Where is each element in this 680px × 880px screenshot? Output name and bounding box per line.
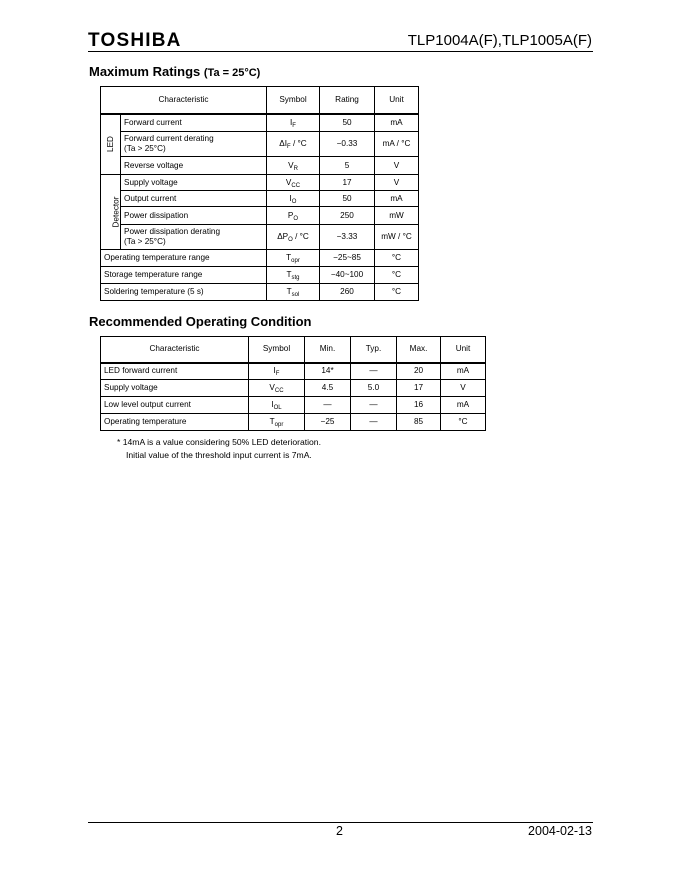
characteristic-cell: [121, 225, 267, 250]
typ-cell: —: [351, 397, 397, 414]
symbol-cell: [267, 157, 320, 175]
symbol-cell: [249, 414, 305, 431]
table-row: [101, 114, 419, 132]
symbol-cell: [249, 380, 305, 397]
symbol-base: I: [289, 193, 292, 203]
symbol-base: V: [269, 383, 275, 392]
min-cell: 14*: [305, 363, 351, 380]
symbol-cell: [267, 267, 320, 284]
characteristic-cell: [121, 157, 267, 175]
symbol-subscript: OL: [273, 405, 282, 411]
part-number: TLP1004A(F),TLP1005A(F): [407, 32, 592, 49]
symbol-subscript: opr: [274, 422, 284, 428]
symbol-base: I: [271, 400, 274, 409]
symbol-base: V: [285, 177, 292, 187]
min-cell: —: [305, 397, 351, 414]
unit-cell: °C: [375, 284, 419, 301]
table-row: [101, 225, 419, 250]
typ-cell: 5.0: [351, 380, 397, 397]
max-ratings-title: [89, 64, 260, 81]
characteristic-text: Forward current: [124, 117, 182, 127]
characteristic-cell: Operating temperature range: [101, 250, 267, 267]
footnote: [117, 436, 321, 462]
page-number: 2: [336, 824, 343, 838]
unit-cell: °C: [441, 414, 486, 431]
symbol-subscript: O: [291, 198, 297, 205]
characteristic-cell: Storage temperature range: [101, 267, 267, 284]
header-min: Min.: [305, 337, 351, 363]
max-ratings-header-row: [101, 87, 419, 114]
header-symbol: Symbol: [267, 87, 320, 114]
symbol-base: T: [286, 270, 292, 279]
symbol-prefix: ΔP: [277, 232, 289, 241]
table-row: [101, 363, 486, 380]
symbol-subscript: F: [275, 371, 280, 378]
characteristic-cell: Soldering temperature (5 s): [101, 284, 267, 301]
table-row: [101, 207, 419, 225]
brand-logo: TOSHIBA: [88, 30, 182, 51]
symbol-cell: [267, 132, 320, 157]
footnote-line-1: * 14mA is a value considering 50% LED deterioration.: [117, 437, 321, 447]
footer-rule: [88, 822, 593, 823]
symbol-base: T: [269, 417, 275, 426]
rating-cell: 50: [320, 114, 375, 132]
characteristic-cell: [121, 175, 267, 191]
header-unit: Unit: [375, 87, 419, 114]
recommended-title: Recommended Operating Condition: [89, 314, 312, 329]
group-label-detector: [101, 175, 121, 250]
characteristic-text: Supply voltage: [124, 177, 178, 187]
header-rating: Rating: [320, 87, 375, 114]
symbol-subscript: O: [288, 237, 293, 243]
table-row: [101, 191, 419, 207]
characteristic-text: Reverse voltage: [124, 160, 184, 170]
symbol-suffix: / °C: [292, 232, 309, 241]
symbol-cell: [267, 250, 320, 267]
max-ratings-title-text: Maximum Ratings: [89, 64, 201, 79]
unit-cell: V: [441, 380, 486, 397]
characteristic-text: Power dissipation: [124, 210, 189, 220]
characteristic-condition: (Ta > 25°C): [124, 237, 166, 246]
unit-cell: V: [375, 175, 419, 191]
characteristic-cell: [121, 132, 267, 157]
min-cell: 4.5: [305, 380, 351, 397]
max-cell: 16: [397, 397, 441, 414]
symbol-cell: [267, 175, 320, 191]
min-cell: −25: [305, 414, 351, 431]
document-date: 2004-02-13: [528, 824, 592, 838]
footnote-line-2: Initial value of the threshold input current is 7mA.: [126, 450, 312, 460]
symbol-base: T: [286, 287, 292, 296]
header-characteristic: Characteristic: [101, 87, 267, 114]
characteristic-cell: [121, 191, 267, 207]
symbol-base: V: [288, 160, 294, 170]
max-cell: 20: [397, 363, 441, 380]
max-cell: 85: [397, 414, 441, 431]
rating-cell: 260: [320, 284, 375, 301]
unit-cell: mW / °C: [375, 225, 419, 250]
rating-cell: 5: [320, 157, 375, 175]
symbol-cell: [249, 397, 305, 414]
symbol-subscript: O: [293, 215, 299, 222]
symbol-prefix: ΔI: [279, 139, 288, 148]
symbol-cell: [267, 191, 320, 207]
unit-cell: mA / °C: [375, 132, 419, 157]
table-row: [101, 250, 419, 267]
typ-cell: —: [351, 363, 397, 380]
rating-cell: 250: [320, 207, 375, 225]
max-ratings-table: [100, 86, 419, 301]
symbol-base: I: [273, 366, 276, 376]
group-label-text: Detector: [111, 196, 121, 228]
symbol-base: P: [287, 210, 294, 220]
characteristic-text: Output current: [124, 193, 177, 203]
characteristic-cell: Operating temperature: [101, 414, 249, 431]
table-row: [101, 132, 419, 157]
characteristic-condition: (Ta > 25°C): [124, 144, 166, 153]
header-max: Max.: [397, 337, 441, 363]
header-typ: Typ.: [351, 337, 397, 363]
symbol-base: T: [286, 253, 292, 262]
symbol-subscript: F: [292, 122, 296, 129]
rating-cell: −40~100: [320, 267, 375, 284]
symbol-subscript: R: [293, 165, 298, 172]
table-row: [101, 380, 486, 397]
unit-cell: °C: [375, 250, 419, 267]
characteristic-text: Power dissipation derating: [124, 227, 221, 236]
symbol-cell: [267, 225, 320, 250]
symbol-subscript: sol: [291, 292, 300, 298]
rating-cell: 50: [320, 191, 375, 207]
table-row: [101, 175, 419, 191]
header-symbol: Symbol: [249, 337, 305, 363]
max-cell: 17: [397, 380, 441, 397]
unit-cell: mA: [375, 114, 419, 132]
unit-cell: V: [375, 157, 419, 175]
unit-cell: mA: [441, 363, 486, 380]
unit-cell: °C: [375, 267, 419, 284]
header-rule: [88, 51, 593, 52]
symbol-subscript: stg: [291, 275, 300, 281]
recommended-body: [101, 363, 486, 431]
rating-cell: 17: [320, 175, 375, 191]
header-unit: Unit: [441, 337, 486, 363]
table-row: [101, 267, 419, 284]
unit-cell: mW: [375, 207, 419, 225]
symbol-subscript: F: [287, 144, 291, 150]
symbol-cell: [249, 363, 305, 380]
typ-cell: —: [351, 414, 397, 431]
characteristic-text: Forward current derating: [124, 134, 214, 143]
group-label-text: LED: [105, 136, 115, 153]
unit-cell: mA: [375, 191, 419, 207]
max-ratings-body: [101, 114, 419, 301]
recommended-table: [100, 336, 486, 431]
table-row: [101, 157, 419, 175]
symbol-subscript: CC: [274, 388, 284, 394]
symbol-cell: [267, 284, 320, 301]
characteristic-cell: [121, 114, 267, 132]
table-row: [101, 414, 486, 431]
symbol-cell: [267, 207, 320, 225]
recommended-header-row: [101, 337, 486, 363]
rating-cell: −25~85: [320, 250, 375, 267]
header-characteristic: Characteristic: [101, 337, 249, 363]
rating-cell: −3.33: [320, 225, 375, 250]
symbol-base: I: [290, 117, 293, 127]
characteristic-cell: LED forward current: [101, 363, 249, 380]
group-label-led: [101, 114, 121, 175]
max-ratings-condition: (Ta = 25°C): [203, 67, 261, 79]
rating-cell: −0.33: [320, 132, 375, 157]
unit-cell: mA: [441, 397, 486, 414]
characteristic-cell: [121, 207, 267, 225]
symbol-subscript: opr: [291, 258, 300, 264]
symbol-subscript: CC: [291, 182, 301, 189]
characteristic-cell: Supply voltage: [101, 380, 249, 397]
characteristic-cell: Low level output current: [101, 397, 249, 414]
symbol-cell: [267, 114, 320, 132]
table-row: [101, 284, 419, 301]
symbol-suffix: / °C: [290, 139, 307, 148]
table-row: [101, 397, 486, 414]
